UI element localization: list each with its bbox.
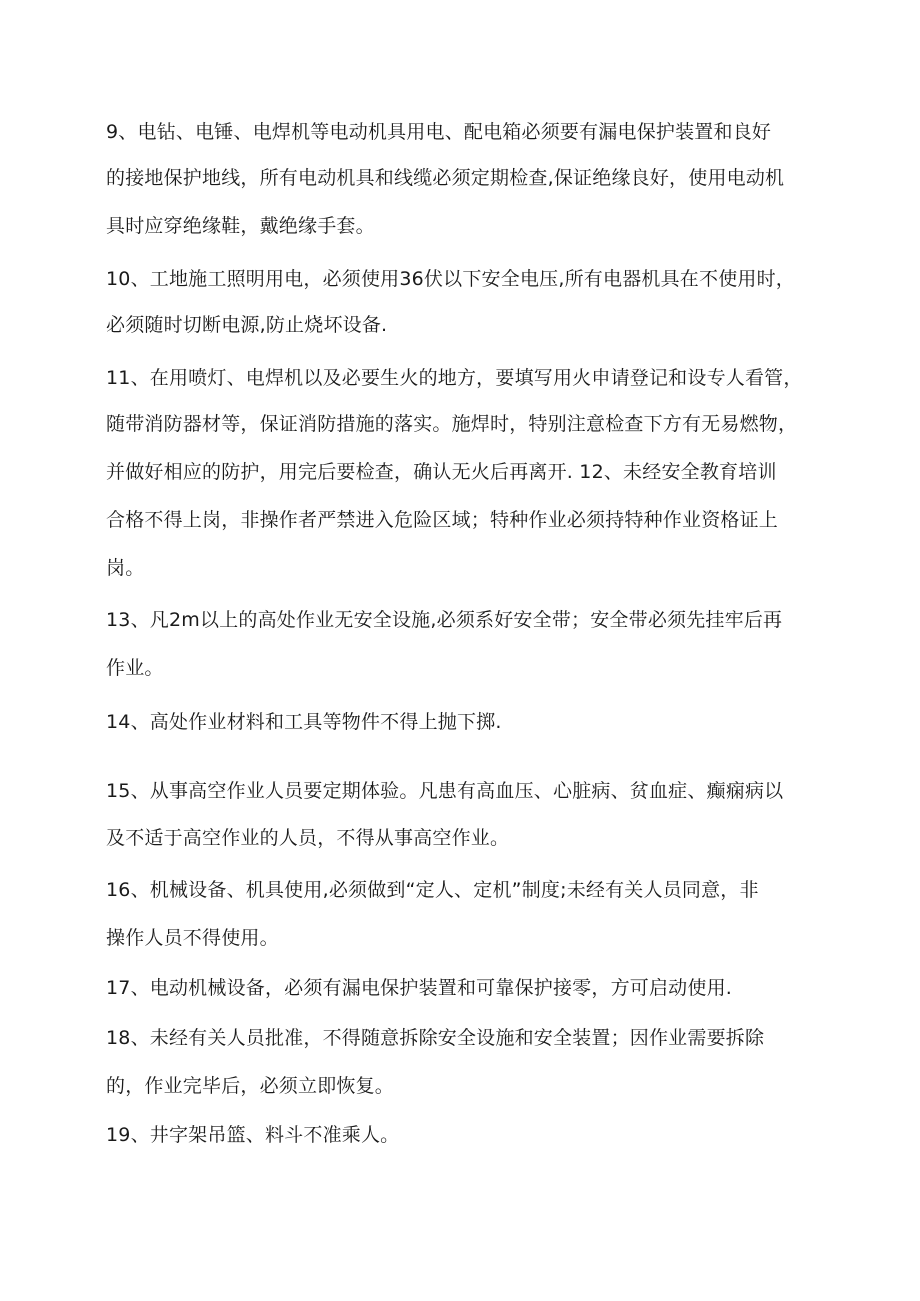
text-line: 岗。 <box>106 557 145 579</box>
text-line: 合格不得上岗，非操作者严禁进入危险区域；特种作业必须持特种作业资格证上 <box>106 509 779 531</box>
text-line: 19、井字架吊篮、料斗不准乘人。 <box>106 1124 400 1146</box>
text-line: 15、从事高空作业人员要定期体验。凡患有高血压、心脏病、贫血症、癫痫病以 <box>106 780 784 802</box>
text-line: 的接地保护地线，所有电动机具和线缆必须定期检查,保证绝缘良好，使用电动机 <box>106 167 785 189</box>
text-line: 必须随时切断电源,防止烧坏设备. <box>106 314 388 336</box>
text-line: 11、在用喷灯、电焊机以及必要生火的地方，要填写用火申请登记和设专人看管， <box>106 367 803 389</box>
text-line: 13、凡2m以上的高处作业无安全设施,必须系好安全带；安全带必须先挂牢后再 <box>106 609 783 631</box>
text-line: 随带消防器材等，保证消防措施的落实。施焊时，特别注意检查下方有无易燃物， <box>106 413 798 435</box>
text-line: 及不适于高空作业的人员，不得从事高空作业。 <box>106 827 510 849</box>
text-line: 具时应穿绝缘鞋，戴绝缘手套。 <box>106 215 375 237</box>
text-line: 14、高处作业材料和工具等物件不得上抛下掷. <box>106 711 502 733</box>
text-line: 10、工地施工照明用电，必须使用36伏以下安全电压,所有电器机具在不使用时， <box>106 268 795 290</box>
text-line: 作业。 <box>106 657 164 679</box>
text-line: 17、电动机械设备，必须有漏电保护装置和可靠保护接零，方可启动使用. <box>106 977 733 999</box>
text-line: 16、机械设备、机具使用,必须做到“定人、定机”制度;未经有关人员同意，非 <box>106 879 759 901</box>
text-line: 并做好相应的防护，用完后要检查，确认无火后再离开. 12、未经安全教育培训 <box>106 461 777 483</box>
text-line: 操作人员不得使用。 <box>106 927 279 949</box>
text-line: 的，作业完毕后，必须立即恢复。 <box>106 1075 395 1097</box>
text-line: 18、未经有关人员批准，不得随意拆除安全设施和安全装置；因作业需要拆除 <box>106 1027 765 1049</box>
text-line: 9、电钻、电锤、电焊机等电动机具用电、配电箱必须要有漏电保护装置和良好 <box>106 121 772 143</box>
